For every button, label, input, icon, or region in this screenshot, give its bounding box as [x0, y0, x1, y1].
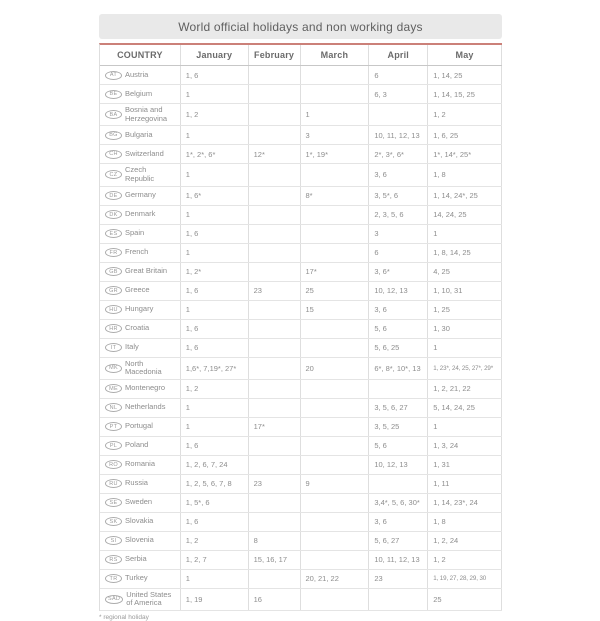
month-cell-january: 1, 6 — [181, 437, 249, 455]
month-cell-april: 3, 5, 25 — [369, 418, 428, 436]
month-cell-january: 1 — [181, 301, 249, 319]
table-row — [100, 104, 502, 126]
table-row — [100, 513, 502, 532]
country-name: Hungary — [125, 304, 154, 314]
country-code-badge: BG — [105, 131, 122, 140]
month-cell-march — [301, 380, 370, 398]
month-cell-april: 2*, 3*, 6* — [369, 145, 428, 163]
column-header-april: April — [369, 45, 428, 65]
month-cell-january: 1 — [181, 206, 249, 224]
table-row — [100, 320, 502, 339]
country-code-badge: HU — [105, 305, 122, 314]
country-name: Czech Republic — [125, 165, 155, 183]
month-cell-march — [301, 418, 370, 436]
country-name: Serbia — [125, 554, 147, 564]
month-cell-february — [249, 494, 301, 512]
month-cell-january: 1, 2 — [181, 380, 249, 398]
country-code-badge: SAD — [105, 595, 123, 604]
country-code-badge: TR — [105, 574, 122, 583]
month-cell-april — [369, 589, 428, 610]
month-cell-may: 1, 14, 24*, 25 — [428, 187, 502, 205]
month-cell-january: 1, 2, 6, 7, 24 — [181, 456, 249, 474]
country-cell — [100, 532, 181, 550]
month-cell-april: 3, 6 — [369, 513, 428, 531]
month-cell-march: 20 — [301, 358, 370, 379]
column-header-january: January — [181, 45, 249, 65]
month-cell-may: 1, 8, 14, 25 — [428, 244, 502, 262]
month-cell-may: 1, 2, 24 — [428, 532, 502, 550]
country-cell — [100, 513, 181, 531]
month-cell-february — [249, 85, 301, 103]
month-cell-march — [301, 494, 370, 512]
country-code-badge: BA — [105, 110, 122, 119]
month-cell-april: 6, 3 — [369, 85, 428, 103]
column-header-march: March — [301, 45, 370, 65]
country-code-badge: SE — [105, 498, 122, 507]
country-code-badge: RS — [105, 555, 122, 564]
month-cell-may: 1, 14, 15, 25 — [428, 85, 502, 103]
month-cell-january: 1, 6* — [181, 187, 249, 205]
table-body — [100, 66, 502, 611]
month-cell-january: 1, 6 — [181, 320, 249, 338]
country-cell — [100, 589, 181, 610]
table-row — [100, 551, 502, 570]
month-cell-march — [301, 66, 370, 84]
holidays-table — [99, 43, 502, 611]
country-cell — [100, 263, 181, 281]
country-code-badge: CZ — [105, 170, 122, 179]
month-cell-march — [301, 85, 370, 103]
country-name: Turkey — [125, 573, 148, 583]
month-cell-april: 10, 12, 13 — [369, 282, 428, 300]
table-row — [100, 570, 502, 589]
country-name: North Macedonia — [125, 358, 162, 377]
table-row — [100, 145, 502, 164]
country-code-badge: HR — [105, 324, 122, 333]
month-cell-april: 3, 5*, 6 — [369, 187, 428, 205]
month-cell-april: 6*, 8*, 10*, 13 — [369, 358, 428, 379]
month-cell-january: 1 — [181, 164, 249, 185]
country-cell — [100, 358, 181, 379]
month-cell-january: 1 — [181, 85, 249, 103]
country-name: Bulgaria — [125, 129, 153, 139]
month-cell-may: 4, 25 — [428, 263, 502, 281]
country-code-badge: PL — [105, 441, 122, 450]
country-code-badge: PT — [105, 422, 122, 431]
country-cell — [100, 570, 181, 588]
country-code-badge: ES — [105, 229, 122, 238]
month-cell-february — [249, 244, 301, 262]
country-name: Romania — [125, 459, 156, 469]
country-cell — [100, 164, 181, 185]
table-row — [100, 380, 502, 399]
month-cell-march — [301, 339, 370, 357]
country-cell — [100, 206, 181, 224]
month-cell-january: 1, 2 — [181, 532, 249, 550]
country-code-badge: AT — [105, 71, 122, 80]
month-cell-april: 23 — [369, 570, 428, 588]
country-code-badge: ME — [105, 384, 122, 393]
month-cell-april: 3, 6* — [369, 263, 428, 281]
country-name: Belgium — [125, 88, 153, 98]
month-cell-march: 20, 21, 22 — [301, 570, 370, 588]
month-cell-march: 25 — [301, 282, 370, 300]
country-cell — [100, 126, 181, 144]
month-cell-february — [249, 164, 301, 185]
month-cell-february — [249, 126, 301, 144]
month-cell-january: 1, 19 — [181, 589, 249, 610]
month-cell-may: 1 — [428, 418, 502, 436]
table-row — [100, 85, 502, 104]
month-cell-may: 1, 2 — [428, 551, 502, 569]
month-cell-may: 1, 11 — [428, 475, 502, 493]
country-name: Montenegro — [125, 383, 166, 393]
table-row — [100, 532, 502, 551]
month-cell-january: 1 — [181, 399, 249, 417]
month-cell-january: 1, 6 — [181, 66, 249, 84]
month-cell-february: 23 — [249, 282, 301, 300]
country-name: Slovakia — [125, 516, 154, 526]
month-cell-march — [301, 589, 370, 610]
month-cell-march: 1 — [301, 104, 370, 125]
column-header-february: February — [249, 45, 301, 65]
month-cell-april: 6 — [369, 244, 428, 262]
country-cell — [100, 339, 181, 357]
month-cell-april: 3,4*, 5, 6, 30* — [369, 494, 428, 512]
country-code-badge: SI — [105, 536, 122, 545]
country-cell — [100, 437, 181, 455]
country-cell — [100, 475, 181, 493]
table-row — [100, 282, 502, 301]
table-row — [100, 418, 502, 437]
table-row — [100, 244, 502, 263]
month-cell-january: 1, 2* — [181, 263, 249, 281]
country-name: Sweden — [125, 497, 153, 507]
month-cell-march — [301, 206, 370, 224]
table-row — [100, 66, 502, 85]
month-cell-march — [301, 320, 370, 338]
month-cell-april: 10, 11, 12, 13 — [369, 551, 428, 569]
month-cell-may: 1, 6, 25 — [428, 126, 502, 144]
month-cell-february: 12* — [249, 145, 301, 163]
month-cell-march: 9 — [301, 475, 370, 493]
country-name: Greece — [125, 285, 150, 295]
month-cell-january: 1 — [181, 570, 249, 588]
column-header-may: May — [428, 45, 502, 65]
month-cell-february — [249, 339, 301, 357]
month-cell-january: 1, 2, 7 — [181, 551, 249, 569]
month-cell-may: 1, 14, 25 — [428, 66, 502, 84]
month-cell-january: 1, 2 — [181, 104, 249, 125]
country-cell — [100, 187, 181, 205]
country-code-badge: FR — [105, 248, 122, 257]
country-name: Russia — [125, 478, 148, 488]
table-row — [100, 437, 502, 456]
month-cell-march: 17* — [301, 263, 370, 281]
month-cell-march — [301, 513, 370, 531]
month-cell-february — [249, 206, 301, 224]
month-cell-may: 1, 19, 27, 28, 29, 30 — [428, 570, 502, 588]
table-row — [100, 301, 502, 320]
country-cell — [100, 380, 181, 398]
month-cell-may: 1*, 14*, 25* — [428, 145, 502, 163]
month-cell-may: 1 — [428, 225, 502, 243]
country-cell — [100, 456, 181, 474]
country-name: Switzerland — [125, 148, 164, 158]
month-cell-april: 3, 6 — [369, 164, 428, 185]
country-name: United States of America — [126, 589, 172, 608]
country-cell — [100, 66, 181, 84]
month-cell-april: 3, 5, 6, 27 — [369, 399, 428, 417]
table-row — [100, 399, 502, 418]
column-header-country: COUNTRY — [100, 45, 181, 65]
month-cell-march — [301, 551, 370, 569]
month-cell-february — [249, 358, 301, 379]
month-cell-april: 5, 6, 25 — [369, 339, 428, 357]
holidays-table-panel — [99, 14, 502, 621]
table-row — [100, 339, 502, 358]
country-cell — [100, 145, 181, 163]
country-name: Netherlands — [125, 402, 166, 412]
month-cell-march — [301, 437, 370, 455]
month-cell-may: 1, 30 — [428, 320, 502, 338]
month-cell-may: 1, 8 — [428, 164, 502, 185]
month-cell-february — [249, 225, 301, 243]
month-cell-january: 1,6*, 7,19*, 27* — [181, 358, 249, 379]
month-cell-february — [249, 570, 301, 588]
month-cell-january: 1, 5*, 6 — [181, 494, 249, 512]
table-header-row — [100, 45, 502, 66]
month-cell-may: 25 — [428, 589, 502, 610]
month-cell-february: 15, 16, 17 — [249, 551, 301, 569]
month-cell-march — [301, 225, 370, 243]
month-cell-april — [369, 104, 428, 125]
country-name: Austria — [125, 69, 149, 79]
country-name: Denmark — [125, 209, 156, 219]
month-cell-april — [369, 475, 428, 493]
month-cell-may: 1, 25 — [428, 301, 502, 319]
country-cell — [100, 104, 181, 125]
month-cell-february — [249, 380, 301, 398]
country-name: Spain — [125, 228, 145, 238]
month-cell-january: 1, 6 — [181, 282, 249, 300]
table-row — [100, 187, 502, 206]
month-cell-may: 1, 10, 31 — [428, 282, 502, 300]
table-row — [100, 225, 502, 244]
month-cell-february — [249, 399, 301, 417]
month-cell-february — [249, 301, 301, 319]
month-cell-march — [301, 399, 370, 417]
month-cell-march: 3 — [301, 126, 370, 144]
month-cell-february — [249, 513, 301, 531]
month-cell-january: 1, 6 — [181, 225, 249, 243]
table-row — [100, 263, 502, 282]
month-cell-may: 14, 24, 25 — [428, 206, 502, 224]
month-cell-february — [249, 104, 301, 125]
country-cell — [100, 320, 181, 338]
month-cell-march: 8* — [301, 187, 370, 205]
regional-holiday-footnote: * regional holiday — [99, 614, 149, 621]
country-code-badge: CH — [105, 150, 122, 159]
month-cell-april: 2, 3, 5, 6 — [369, 206, 428, 224]
country-code-badge: RU — [105, 479, 122, 488]
country-cell — [100, 399, 181, 417]
country-name: Germany — [125, 190, 156, 200]
country-cell — [100, 225, 181, 243]
table-row — [100, 494, 502, 513]
country-code-badge: DK — [105, 210, 122, 219]
country-cell — [100, 244, 181, 262]
month-cell-april: 5, 6, 27 — [369, 532, 428, 550]
month-cell-may: 1, 8 — [428, 513, 502, 531]
month-cell-february: 8 — [249, 532, 301, 550]
country-name: Portugal — [125, 421, 153, 431]
month-cell-january: 1 — [181, 126, 249, 144]
table-row — [100, 206, 502, 225]
month-cell-february: 17* — [249, 418, 301, 436]
month-cell-february — [249, 320, 301, 338]
month-cell-february: 16 — [249, 589, 301, 610]
country-name: Croatia — [125, 323, 150, 333]
month-cell-february — [249, 187, 301, 205]
country-name: Italy — [125, 342, 139, 352]
month-cell-april: 3, 6 — [369, 301, 428, 319]
month-cell-may: 1, 14, 23*, 24 — [428, 494, 502, 512]
country-code-badge: GR — [105, 286, 122, 295]
country-cell — [100, 282, 181, 300]
month-cell-february: 23 — [249, 475, 301, 493]
month-cell-january: 1, 6 — [181, 339, 249, 357]
country-code-badge: GB — [105, 267, 122, 276]
country-code-badge: NL — [105, 403, 122, 412]
month-cell-february — [249, 263, 301, 281]
country-name: Bosnia and Herzegovina — [125, 105, 168, 123]
country-cell — [100, 418, 181, 436]
month-cell-march — [301, 244, 370, 262]
month-cell-may: 1 — [428, 339, 502, 357]
country-code-badge: MK — [105, 364, 122, 373]
month-cell-may: 5, 14, 24, 25 — [428, 399, 502, 417]
month-cell-may: 1, 3, 24 — [428, 437, 502, 455]
country-code-badge: SK — [105, 517, 122, 526]
month-cell-april: 5, 6 — [369, 437, 428, 455]
month-cell-march — [301, 456, 370, 474]
table-row — [100, 358, 502, 380]
month-cell-february — [249, 437, 301, 455]
month-cell-january: 1*, 2*, 6* — [181, 145, 249, 163]
country-cell — [100, 551, 181, 569]
country-cell — [100, 494, 181, 512]
month-cell-january: 1 — [181, 244, 249, 262]
month-cell-march: 15 — [301, 301, 370, 319]
month-cell-march: 1*, 19* — [301, 145, 370, 163]
month-cell-january: 1, 6 — [181, 513, 249, 531]
month-cell-january: 1, 2, 5, 6, 7, 8 — [181, 475, 249, 493]
month-cell-february — [249, 456, 301, 474]
month-cell-march — [301, 164, 370, 185]
country-code-badge: RO — [105, 460, 122, 469]
month-cell-april: 10, 12, 13 — [369, 456, 428, 474]
table-row — [100, 456, 502, 475]
country-code-badge: DE — [105, 191, 122, 200]
month-cell-april: 6 — [369, 66, 428, 84]
month-cell-april: 10, 11, 12, 13 — [369, 126, 428, 144]
table-row — [100, 475, 502, 494]
table-row — [100, 164, 502, 186]
month-cell-may: 1, 23*, 24, 25, 27*, 29* — [428, 358, 502, 379]
table-row — [100, 126, 502, 145]
month-cell-april: 5, 6 — [369, 320, 428, 338]
country-name: Poland — [125, 440, 149, 450]
month-cell-may: 1, 31 — [428, 456, 502, 474]
country-name: Great Britain — [125, 266, 168, 276]
month-cell-may: 1, 2 — [428, 104, 502, 125]
country-cell — [100, 301, 181, 319]
month-cell-may: 1, 2, 21, 22 — [428, 380, 502, 398]
month-cell-february — [249, 66, 301, 84]
month-cell-april: 3 — [369, 225, 428, 243]
country-name: Slovenia — [125, 535, 154, 545]
month-cell-april — [369, 380, 428, 398]
country-code-badge: IT — [105, 343, 122, 352]
country-code-badge: BE — [105, 90, 122, 99]
month-cell-january: 1 — [181, 418, 249, 436]
country-cell — [100, 85, 181, 103]
country-name: French — [125, 247, 149, 257]
page-title: World official holidays and non working days — [99, 14, 502, 39]
month-cell-march — [301, 532, 370, 550]
